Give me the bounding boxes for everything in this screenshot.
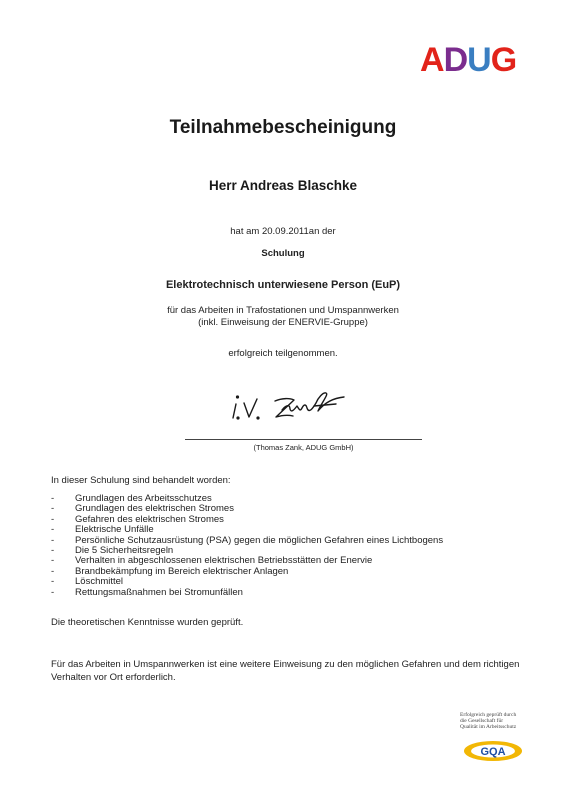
knowledge-checked-note: Die theoretischen Kenntnisse wurden geprüft.	[51, 617, 244, 628]
gqa-seal	[458, 712, 538, 772]
gqa-text-line: Erfolgreich geprüft durch	[460, 712, 517, 718]
list-bullet: -	[51, 503, 55, 515]
signature-line	[185, 439, 422, 440]
signatory-name: (Thomas Zank, ADUG GmbH)	[253, 443, 354, 452]
list-bullet: -	[51, 493, 55, 504]
topics-intro: In dieser Schulung sind behandelt worden:	[51, 475, 231, 486]
logo-letter-g: G	[490, 41, 517, 79]
gqa-text	[460, 712, 538, 731]
topic-text: Rettungsmaßnahmen bei Stromunfällen	[75, 586, 243, 598]
gqa-badge	[462, 739, 524, 763]
topics-list	[51, 494, 443, 598]
gqa-text-line: Qualität im Arbeitsschutz	[460, 724, 517, 731]
date-line: hat am 20.09.2011an der	[230, 226, 336, 237]
certificate-title: Teilnahmebescheinigung	[169, 117, 397, 138]
list-item	[51, 588, 443, 598]
training-label: Schulung	[261, 248, 305, 259]
list-bullet: -	[51, 565, 55, 577]
signature	[230, 384, 360, 434]
topic-text: Grundlagen des elektrischen Stromes	[75, 503, 234, 515]
list-bullet: -	[51, 534, 55, 546]
list-bullet: -	[51, 586, 55, 598]
topic-text: Grundlagen des Arbeitsschutzes	[75, 493, 212, 504]
topic-text: Verhalten in abgeschlossenen elektrischen Betriebsstätten der Enervie	[75, 555, 373, 567]
topic-text: Gefahren des elektrischen Stromes	[75, 513, 224, 525]
logo-letter-u: U	[467, 41, 491, 79]
topic-text: Persönliche Schutzausrüstung (PSA) gegen die möglichen Gefahren eines Lichtbogens	[75, 534, 444, 546]
list-bullet: -	[51, 524, 55, 536]
footer-note: Für das Arbeiten in Umspannwerken ist eine weitere Einweisung zu den möglichen Gefahren und dem richtigen Verhalten vor Ort erforderlich.	[51, 659, 520, 683]
topic-text: Brandbekämpfung im Bereich elektrischer Anlagen	[75, 565, 289, 577]
topic-text: Löschmittel	[75, 576, 124, 588]
gqa-badge-text: GQA	[480, 746, 506, 758]
description-line: für das Arbeiten in Trafostationen und Umspannwerken	[167, 305, 399, 316]
logo-letter-d: D	[443, 41, 468, 79]
list-bullet: -	[51, 545, 55, 557]
adug-logo	[420, 36, 532, 78]
logo-letter-a: A	[420, 41, 444, 79]
list-bullet: -	[51, 513, 55, 525]
list-bullet: -	[51, 576, 55, 588]
description-line: (inkl. Einweisung der ENERVIE-Gruppe)	[198, 317, 368, 328]
topic-text: Die 5 Sicherheitsregeln	[75, 545, 174, 557]
participant-name: Herr Andreas Blaschke	[208, 178, 358, 193]
topic-text: Elektrische Unfälle	[75, 524, 154, 536]
course-name: Elektrotechnisch unterwiesene Person (EuP)	[165, 279, 401, 291]
gqa-text-line: die Gesellschaft für	[460, 718, 504, 725]
logo-wordmark	[420, 42, 516, 78]
course-description	[0, 305, 566, 329]
list-bullet: -	[51, 555, 55, 567]
result-text: erfolgreich teilgenommen.	[228, 348, 338, 359]
